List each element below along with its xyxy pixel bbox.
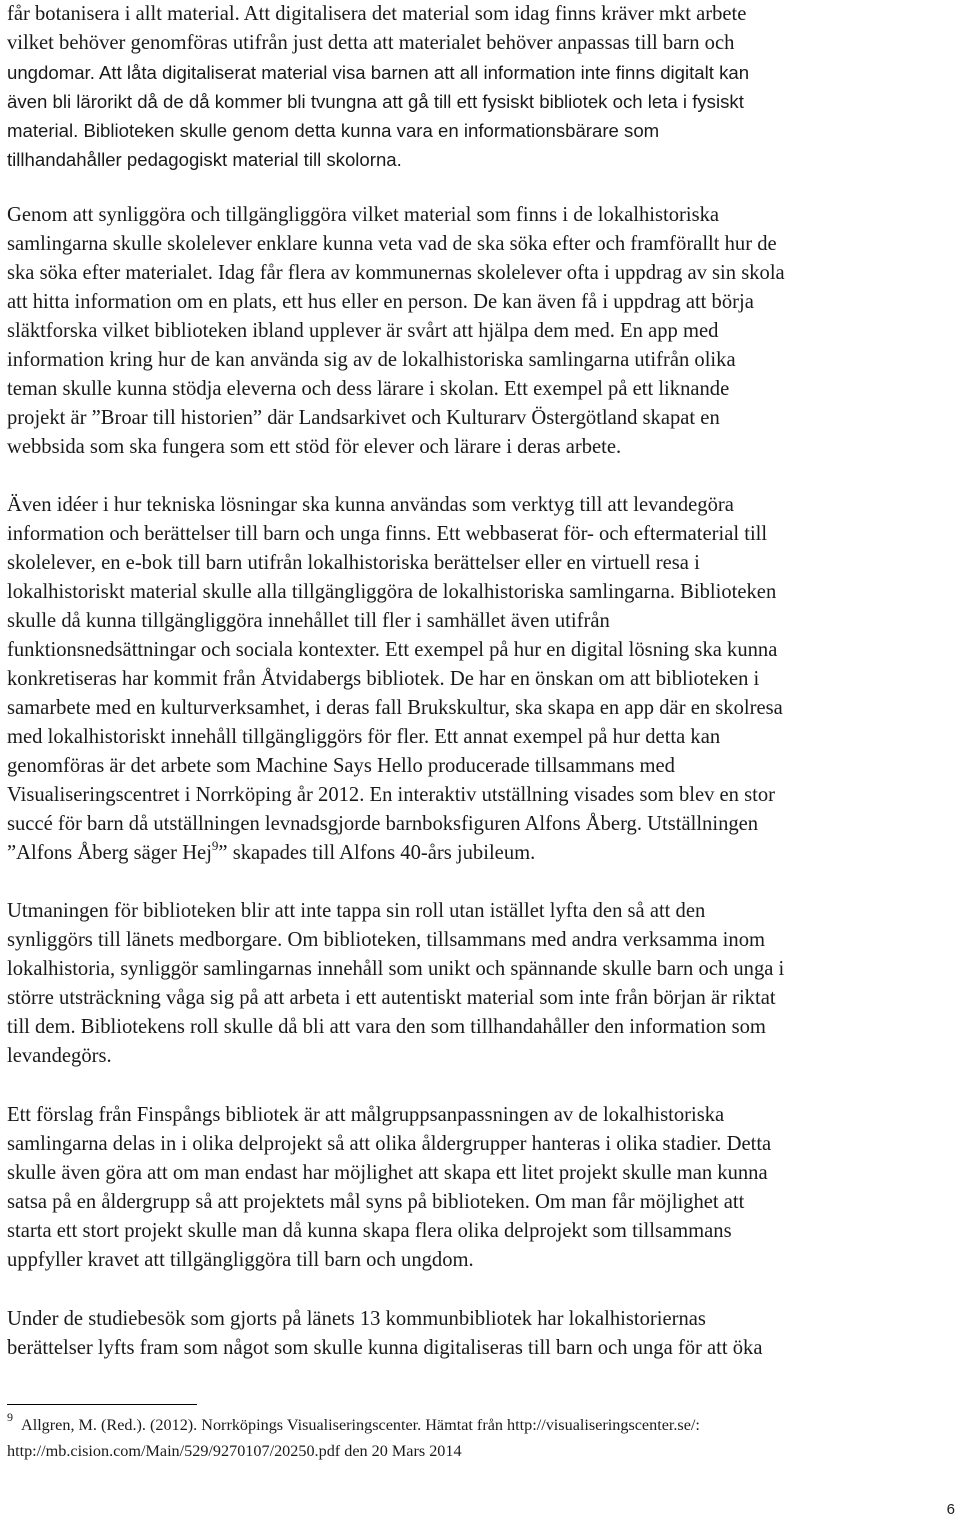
text-line: ska söka efter materialet. Idag får flera av kommunernas skolelever ofta i uppdrag av sin skola [7, 262, 785, 284]
text-line: genomföras är det arbete som Machine Says Hello producerade tillsammans med [7, 755, 675, 777]
footnote-divider [7, 1404, 197, 1405]
text-line: information och berättelser till barn och unga finns. Ett webbaserat för- och eftermaterial till [7, 523, 768, 545]
paragraph-2 [7, 201, 957, 462]
text-line: Visualiseringscentret i Norrköping år 2012. En interaktiv utställning visades som blev en stor [7, 784, 776, 806]
footnote [7, 1412, 957, 1464]
text-line: Genom att synliggöra och tillgängliggöra vilket material som finns i de lokalhistoriska [7, 204, 720, 226]
text-line: ungdomar. Att låta digitaliserat material visa barnen att all information inte finns digitalt kan [7, 62, 750, 83]
footnote-link[interactable]: http://mb.cision.com/Main/529/9270107/20250.pdf den 20 Mars 2014 [7, 1442, 462, 1460]
footnote-line [7, 1412, 957, 1438]
paragraph-1-continued [7, 58, 957, 174]
text-line: större utsträckning våga sig på att arbeta i ett autentiskt material som inte från början är riktat [7, 987, 776, 1009]
text-line: skulle då kunna tillgängliggöra innehållet till fler i samhället även utifrån [7, 610, 610, 632]
text-line: även bli lärorikt då de då kommer bli tvungna att gå till ett fysiskt bibliotek och leta i fysiskt [7, 91, 744, 112]
footnote-citation: Allgren, M. (Red.). (2012). Norrköpings Visualiseringscenter. Hämtat från http://visualiseringscenter.se/: [21, 1416, 700, 1434]
paragraph-6 [7, 1305, 957, 1363]
text-line: samarbete med en kulturverksamhet, i deras fall Brukskultur, ska skapa en app där en skolresa [7, 697, 783, 719]
paragraph-4 [7, 897, 957, 1071]
text-line: lokalhistoriskt material skulle alla tillgängliggöra de lokalhistoriska samlingarna. Biblioteken [7, 581, 777, 603]
footnote-reference[interactable]: 9 [211, 838, 219, 853]
text-line: vilket behöver genomföras utifrån just detta att materialet behöver anpassas till barn och [7, 32, 735, 54]
footnote-number: 9 [7, 1410, 13, 1424]
text-line: webbsida som ska fungera som ett stöd för elever och lärare i deras arbete. [7, 436, 622, 458]
paragraph-5 [7, 1101, 957, 1275]
text-line: funktionsnedsättningar och sociala kontexter. Ett exempel på hur en digital lösning ska kunna [7, 639, 778, 661]
text-line: får botanisera i allt material. Att digitalisera det material som idag finns kräver mkt arbete [7, 3, 747, 25]
text-line: Utmaningen för biblioteken blir att inte tappa sin roll utan istället lyfta den så att den [7, 900, 706, 922]
text-line: teman skulle kunna stödja eleverna och dess lärare i skolan. Ett exempel på ett liknande [7, 378, 730, 400]
text-line: starta ett stort projekt skulle man då kunna skapa flera olika delprojekt som tillsammans [7, 1220, 732, 1242]
text-line-with-footnote [7, 839, 957, 868]
paragraph-1 [7, 0, 957, 58]
text-line: med lokalhistoriskt innehåll tillgängliggörs för fler. Ett annat exempel på hur detta kan [7, 726, 721, 748]
text-line: släktforska vilket biblioteken ibland upplever är svårt att hjälpa dem med. En app med [7, 320, 719, 342]
text-line: Även idéer i hur tekniska lösningar ska kunna användas som verktyg till att levandegöra [7, 494, 734, 516]
text-line: skulle även göra att om man endast har möjlighet att skapa ett litet projekt skulle man kunna [7, 1162, 768, 1184]
text-line: samlingarna skulle skolelever enklare kunna veta vad de ska söka efter och framförallt hur de [7, 233, 777, 255]
paragraph-3 [7, 491, 957, 868]
text-line: synliggörs till länets medborgare. Om biblioteken, tillsammans med andra verksamma inom [7, 929, 766, 951]
text-line: material. Biblioteken skulle genom detta kunna vara en informationsbärare som [7, 120, 660, 141]
text-line: berättelser lyfts fram som något som skulle kunna digitaliseras till barn och unga för att öka [7, 1337, 763, 1359]
text-line: Ett förslag från Finspångs bibliotek är att målgruppsanpassningen av de lokalhistoriska [7, 1104, 725, 1126]
page-number: 6 [946, 1501, 955, 1518]
text-line: uppfyller kravet att tillgängliggöra till barn och ungdom. [7, 1249, 474, 1271]
text-line: lokalhistoria, synliggör samlingarnas innehåll som unikt och spännande skulle barn och unga i [7, 958, 785, 980]
text-line: samlingarna delas in i olika delprojekt så att olika åldergrupper hanteras i olika stadier. Detta [7, 1133, 772, 1155]
text-line: tillhandahåller pedagogiskt material till skolorna. [7, 149, 402, 170]
text-line: Under de studiebesök som gjorts på länets 13 kommunbibliotek har lokalhistoriernas [7, 1308, 706, 1330]
text-line: succé för barn då utställningen levnadsgjorde barnboksfiguren Alfons Åberg. Utställningen [7, 813, 759, 835]
text-fragment: ”Alfons Åberg säger Hej [7, 842, 212, 864]
text-line: konkretiseras har kommit från Åtvidabergs bibliotek. De har en önskan om att biblioteken i [7, 668, 760, 690]
text-line: att hitta information om en plats, ett hus eller en person. De kan även få i uppdrag att börja [7, 291, 754, 313]
text-line: levandegörs. [7, 1045, 112, 1067]
text-line: satsa på en åldergrupp så att projektets mål syns på biblioteken. Om man får möjlighet att [7, 1191, 745, 1213]
text-fragment: ” skapades till Alfons 40-års jubileum. [218, 842, 536, 864]
text-line: information kring hur de kan använda sig av de lokalhistoriska samlingarna utifrån olika [7, 349, 736, 371]
text-line: projekt är ”Broar till historien” där Landsarkivet och Kulturarv Östergötland skapat en [7, 407, 720, 429]
text-line: till dem. Bibliotekens roll skulle då bli att vara den som tillhandahåller den information som [7, 1016, 766, 1038]
text-line: skolelever, en e-bok till barn utifrån lokalhistoriska berättelser eller en virtuell resa i [7, 552, 700, 574]
